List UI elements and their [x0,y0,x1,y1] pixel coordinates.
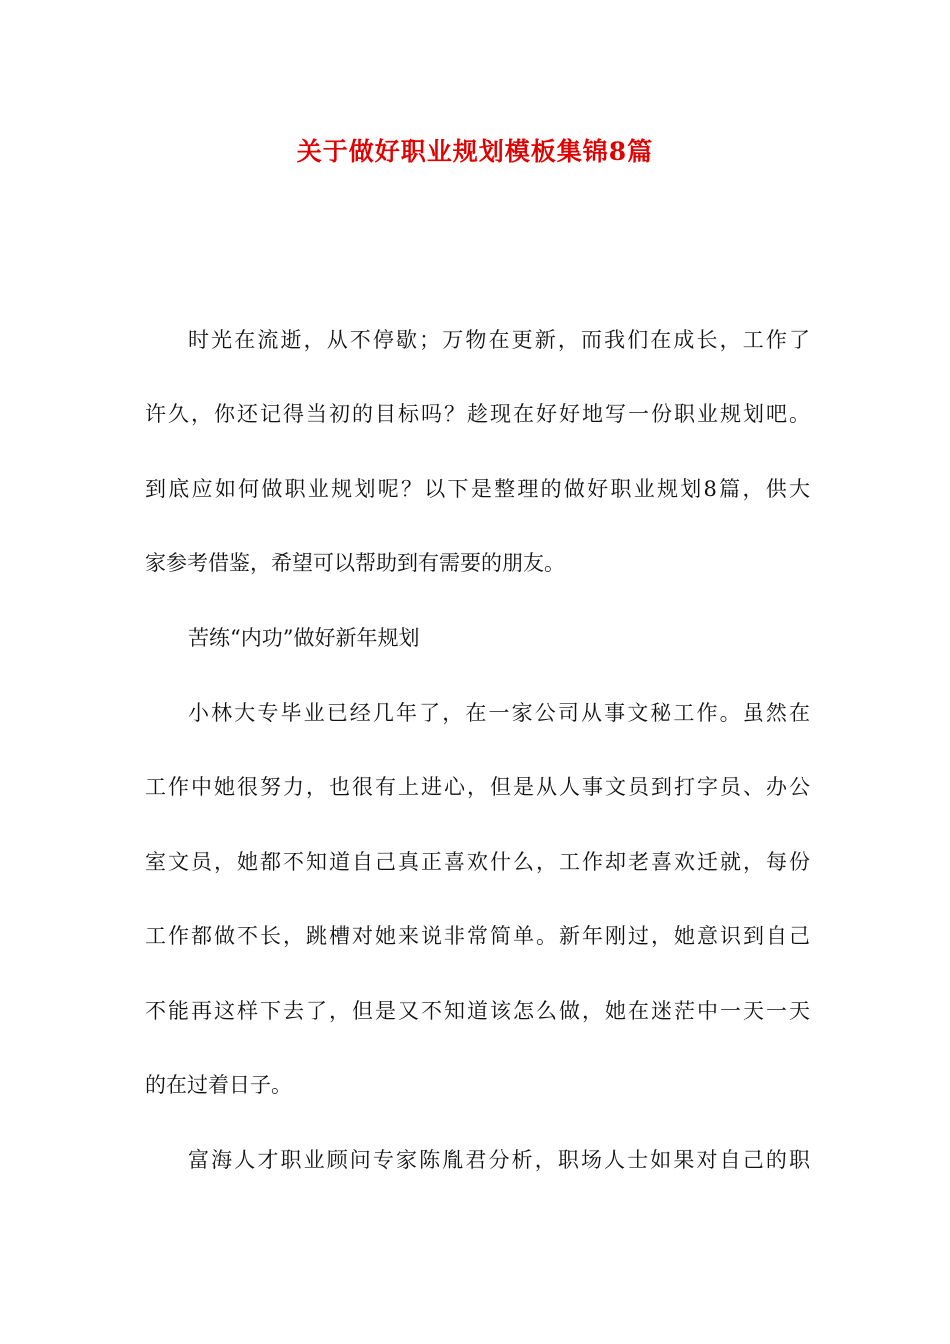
paragraph-line: 不能再这样下去了，但是又不知道该怎么做，她在迷茫中一天一天 [145,999,810,1023]
paragraph-line: 工作中她很努力，也很有上进心，但是从人事文员到打字员、办公 [145,775,810,799]
paragraph-line: 许久，你还记得当初的目标吗？趁现在好好地写一份职业规划吧。 [145,402,810,426]
paragraph-line: 家参考借鉴，希望可以帮助到有需要的朋友。 [145,551,565,575]
paragraph-line: 富海人才职业顾问专家陈胤君分析，职场人士如果对自己的职 [188,1148,810,1172]
paragraph-line: 工作都做不长，跳槽对她来说非常简单。新年刚过，她意识到自己 [145,924,810,948]
paragraph-line: 到底应如何做职业规划呢？以下是整理的做好职业规划8篇，供大 [145,477,810,501]
section-heading: 苦练“内功”做好新年规划 [188,626,420,650]
paragraph-line: 室文员，她都不知道自己真正喜欢什么，工作却老喜欢迁就，每份 [145,850,810,874]
document-title: 关于做好职业规划模板集锦8篇 [296,137,654,166]
paragraph-line: 的在过着日子。 [145,1073,292,1097]
paragraph-line: 时光在流逝，从不停歇；万物在更新，而我们在成长，工作了 [188,328,810,352]
paragraph-line: 小林大专毕业已经几年了，在一家公司从事文秘工作。虽然在 [188,701,810,725]
